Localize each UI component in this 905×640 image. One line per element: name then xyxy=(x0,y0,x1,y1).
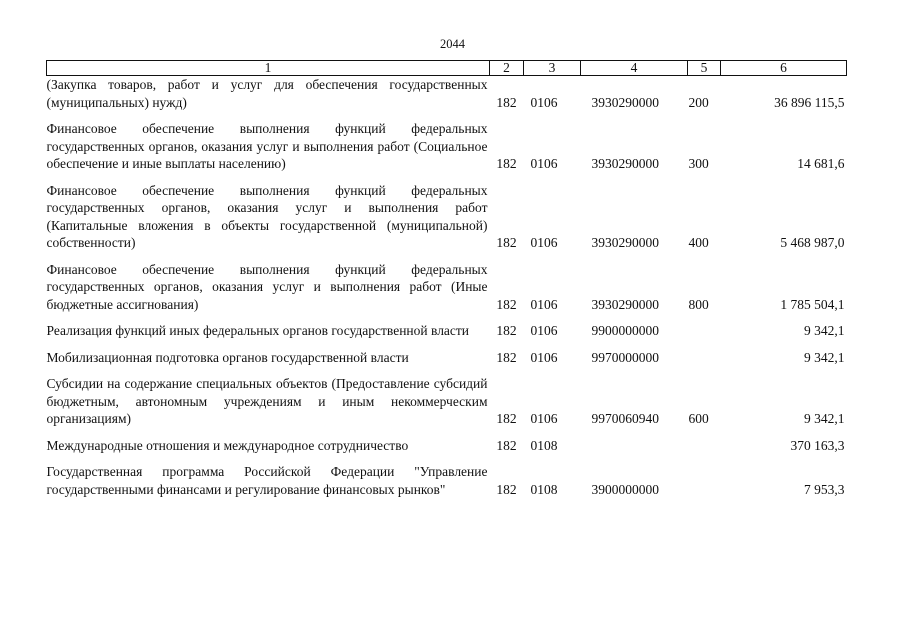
row-description: (Закупка товаров, работ и услуг для обеспечения государственных (муниципальных) нужд) xyxy=(46,77,488,110)
row-expense-type-code xyxy=(688,322,721,340)
row-ministry-code: 182 xyxy=(496,323,517,338)
row-ministry-code: 182 xyxy=(496,156,517,171)
row-section-code: 0106 xyxy=(530,296,558,312)
table-row xyxy=(47,322,847,340)
row-target-code: 9900000000 xyxy=(591,323,659,338)
row-ministry-code: 182 xyxy=(496,437,517,453)
row-expense-type-code xyxy=(688,437,721,455)
row-target-code: 3930290000 xyxy=(591,156,659,171)
table-row xyxy=(47,437,847,455)
row-ministry-code: 182 xyxy=(496,481,517,497)
row-spacer xyxy=(47,340,847,349)
row-amount: 9 342,1 xyxy=(804,349,845,365)
row-description: Финансовое обеспечение выполнения функций федеральных государственных органов, оказания услуг и выполнения работ (Иные бюджетные ассигнования) xyxy=(46,261,488,312)
table-row xyxy=(47,375,847,428)
row-target-code: 3930290000 xyxy=(591,94,659,110)
row-amount: 9 342,1 xyxy=(804,323,845,338)
row-amount: 5 468 987,0 xyxy=(780,235,845,250)
row-section-code: 0106 xyxy=(530,323,558,338)
row-spacer xyxy=(47,313,847,322)
column-header: 6 xyxy=(721,61,847,76)
table-row xyxy=(47,182,847,252)
column-header: 5 xyxy=(688,61,721,76)
row-description: Государственная программа Российской Федерации "Управление государственными финансами и регулирование финансовых рынков" xyxy=(46,464,488,497)
row-amount: 36 896 115,5 xyxy=(774,94,845,110)
row-description: Субсидии на содержание специальных объектов (Предоставление субсидий бюджетным, автономным учреждениям и иным некоммерческим организациям) xyxy=(46,376,488,426)
row-ministry-code: 182 xyxy=(496,296,517,312)
table-row xyxy=(47,76,847,112)
row-target-code xyxy=(581,437,688,455)
row-spacer xyxy=(47,428,847,437)
row-amount: 370 163,3 xyxy=(790,437,845,453)
row-spacer xyxy=(47,111,847,120)
row-spacer xyxy=(47,173,847,182)
row-target-code: 9970000000 xyxy=(591,349,659,365)
row-target-code: 9970060940 xyxy=(591,411,659,426)
row-expense-type-code xyxy=(688,463,721,498)
row-ministry-code: 182 xyxy=(496,411,517,426)
row-description: Международные отношения и международное сотрудничество xyxy=(46,437,409,453)
table-row xyxy=(47,120,847,173)
row-expense-type-code: 200 xyxy=(688,94,709,110)
row-expense-type-code: 300 xyxy=(688,156,709,171)
row-target-code: 3930290000 xyxy=(591,235,659,250)
row-section-code: 0106 xyxy=(530,411,558,426)
row-spacer xyxy=(47,454,847,463)
row-expense-type-code: 800 xyxy=(688,296,709,312)
page-number: 2044 xyxy=(440,37,465,51)
row-amount: 7 953,3 xyxy=(804,481,845,497)
row-spacer xyxy=(47,366,847,375)
row-ministry-code: 182 xyxy=(496,349,517,365)
table-row xyxy=(47,463,847,498)
table-row xyxy=(47,261,847,314)
row-amount: 14 681,6 xyxy=(797,156,845,171)
row-expense-type-code xyxy=(688,349,721,367)
row-section-code: 0106 xyxy=(530,156,558,171)
column-header: 1 xyxy=(47,61,490,76)
table-row xyxy=(47,349,847,367)
row-section-code: 0108 xyxy=(530,481,558,497)
row-description: Финансовое обеспечение выполнения функций федеральных государственных органов, оказания услуг и выполнения работ (Капитальные вложения в объекты государственной (муниципальной) собственности) xyxy=(46,182,488,250)
row-ministry-code: 182 xyxy=(496,94,517,110)
row-description: Мобилизационная подготовка органов государственной власти xyxy=(46,349,409,365)
row-section-code: 0106 xyxy=(530,235,558,250)
row-section-code: 0106 xyxy=(530,94,558,110)
row-target-code: 3930290000 xyxy=(591,296,659,312)
row-expense-type-code: 400 xyxy=(688,235,709,250)
row-ministry-code: 182 xyxy=(496,235,517,250)
row-section-code: 0106 xyxy=(530,349,558,365)
row-section-code: 0108 xyxy=(530,437,558,453)
row-expense-type-code: 600 xyxy=(688,411,709,426)
table-header-row xyxy=(47,61,847,76)
row-amount: 9 342,1 xyxy=(804,411,845,426)
row-description: Реализация функций иных федеральных органов государственной власти xyxy=(46,323,470,338)
budget-table xyxy=(46,60,847,498)
row-amount: 1 785 504,1 xyxy=(780,296,845,312)
row-spacer xyxy=(47,252,847,261)
column-header: 2 xyxy=(490,61,524,76)
column-header: 3 xyxy=(524,61,581,76)
row-description: Финансовое обеспечение выполнения функций федеральных государственных органов, оказания услуг и выполнения работ (Социальное обеспечение и иные выплаты населению) xyxy=(46,121,488,171)
column-header: 4 xyxy=(581,61,688,76)
row-target-code: 3900000000 xyxy=(591,481,659,497)
